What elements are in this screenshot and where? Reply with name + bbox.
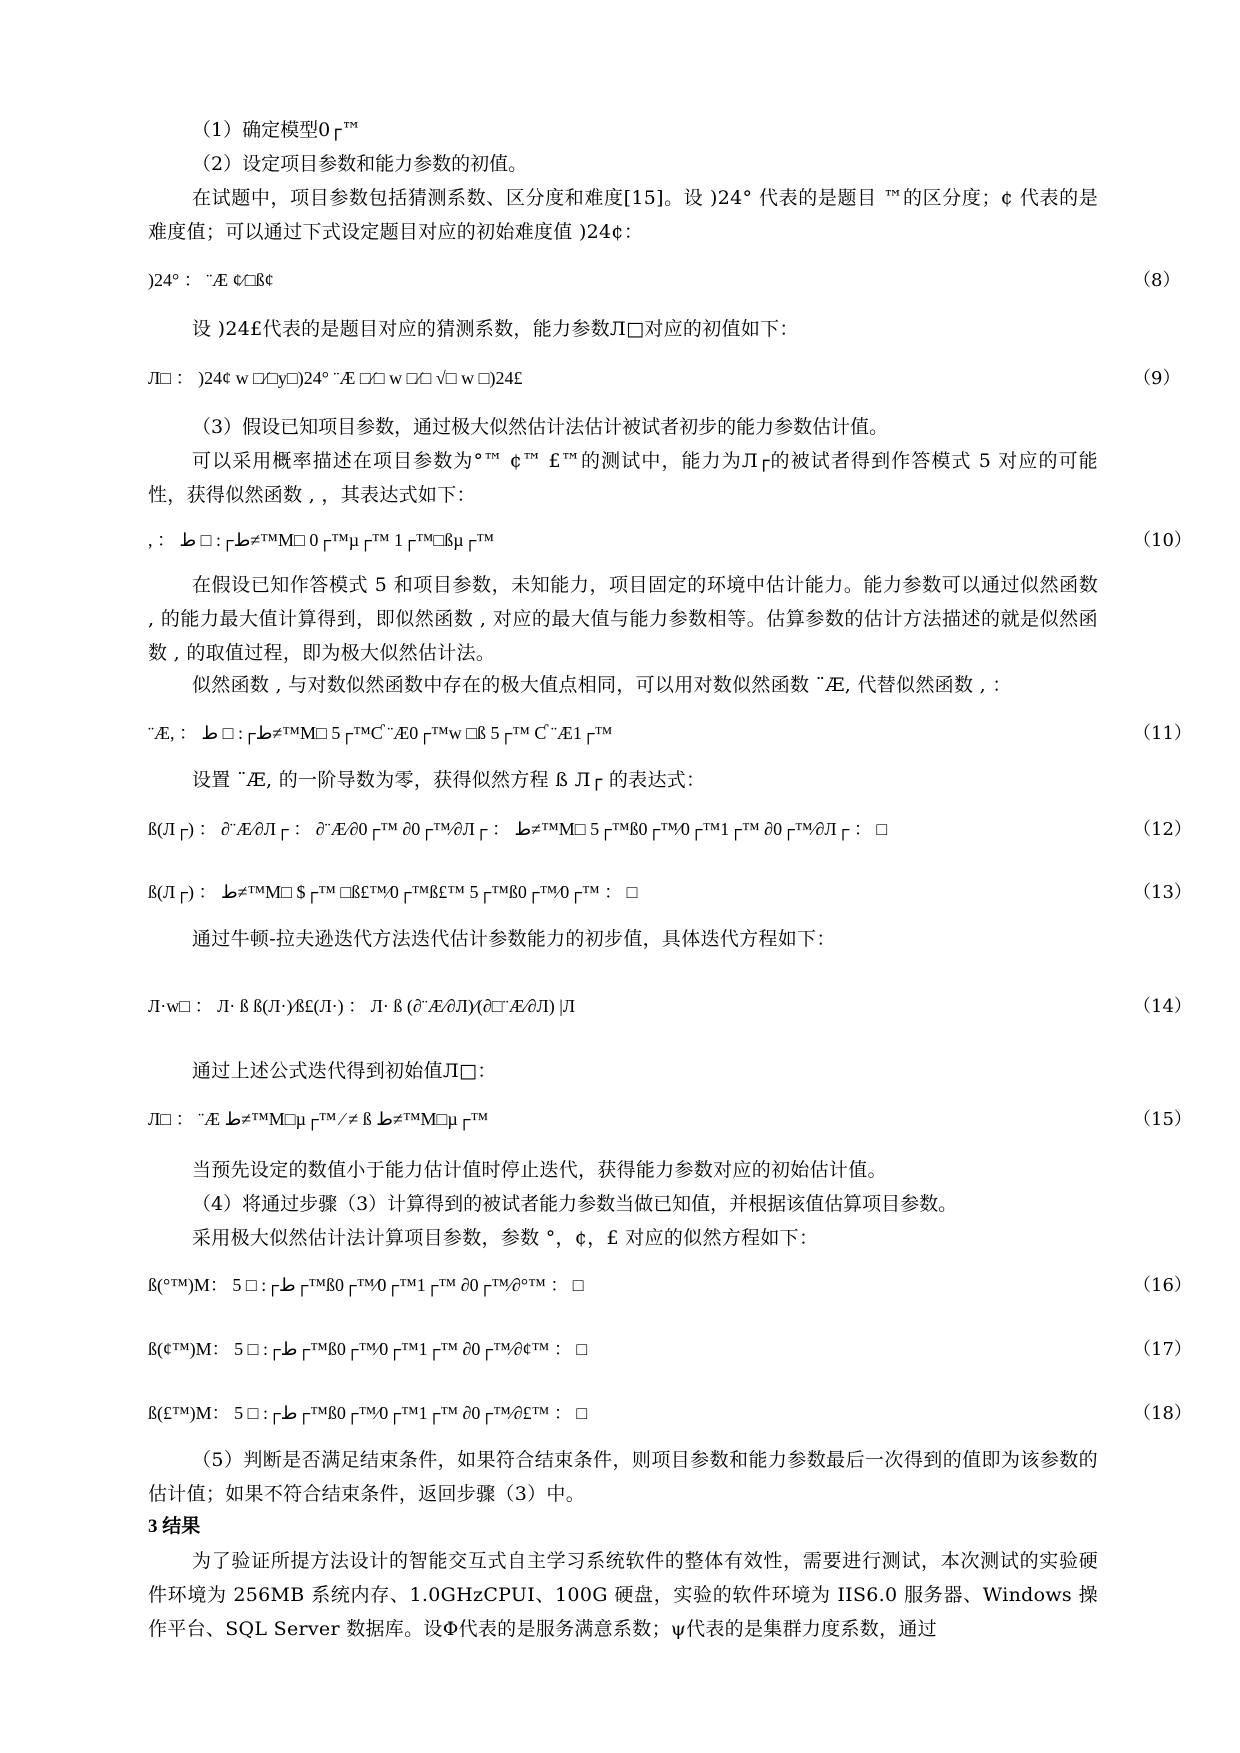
paragraph-end-condition: （5）判断是否满足结束条件，如果符合结束条件，则项目参数和能力参数最后一次得到的值即为该参数的估计值；如果不符合结束条件，返回步骤（3）中。 xyxy=(148,1449,1098,1505)
step-4: （4）将通过步骤（3）计算得到的被试者能力参数当做已知值，并根据该值估算项目参数。 xyxy=(192,1193,958,1215)
equation-8 xyxy=(148,262,1181,302)
equation-14 xyxy=(148,988,1192,1028)
paragraph-loglik: 似然函数 , 与对数似然函数中存在的极大值点相同，可以用对数似然函数 ¨Æ, 代替似然函数 , ： xyxy=(192,674,1012,696)
equation-17-expr: ß(¢™)M： ط┌: □ 5┌™ß0┌™⁄0┌™1┌™ ∂0┌™⁄∂¢™ ： □ xyxy=(148,1339,588,1359)
equation-10 xyxy=(148,522,1192,562)
equation-13-number: （13） xyxy=(1133,882,1192,903)
equation-13-expr: ß(Л┌) ： ط≠™M□ $┌™ □ß£™⁄0┌™ß£™ 5┌™ß0┌™⁄0┌™ ： □ xyxy=(148,882,638,902)
equation-11-expr: ¨Æ, ： ط┌: □ ط≠™M□ 5┌™Ƈ ¨Æ0┌™w □ß 5┌™ Ƈ ¨Æ1┌™ xyxy=(148,723,613,743)
equation-12-expr: ß(Л┌) ： ∂¨Æ⁄∂Л┌ ： ∂¨Æ⁄∂0┌™ ∂0┌™⁄∂Л┌ ： ط≠™M□ 5┌™ß0┌™⁄0┌™1┌™ ∂0┌™⁄∂Л┌ ： □ xyxy=(148,819,888,839)
paragraph-initial: 通过上述公式迭代得到初始值Л□： xyxy=(192,1060,497,1082)
equation-14-number: （14） xyxy=(1133,996,1192,1017)
equation-9 xyxy=(148,360,1181,400)
equation-16 xyxy=(148,1267,1192,1307)
paragraph-guess: 设 )24£代表的是题目对应的猜测系数，能力参数Л□对应的初值如下： xyxy=(192,318,799,340)
equation-12 xyxy=(148,811,1192,851)
paragraph-newton: 通过牛顿-拉夫逊迭代方法迭代估计参数能力的初步值，具体迭代方程如下： xyxy=(192,928,836,950)
equation-17 xyxy=(148,1331,1192,1371)
equation-9-expr: Л□ ： )24¢ w □⁄□y□)24° ¨Æ □⁄□ w □⁄□ √□ w □)24£ xyxy=(148,368,523,388)
equation-18-number: （18） xyxy=(1133,1403,1192,1424)
paragraph-stop: 当预先设定的数值小于能力估计值时停止迭代，获得能力参数对应的初始估计值。 xyxy=(192,1159,887,1181)
equation-15 xyxy=(148,1101,1192,1141)
paragraph-derivative: 设置 ¨Æ, 的一阶导数为零，获得似然方程 ß Л┌ 的表达式： xyxy=(192,769,706,791)
equation-15-expr: Л□ ： ¨Æ ط≠™M□µ┌™ ⁄ ≠ ß ط≠™M□µ┌™ xyxy=(148,1109,489,1129)
paragraph-results: 为了验证所提方法设计的智能交互式自主学习系统软件的整体有效性，需要进行测试，本次测试的实验硬件环境为 256MB 系统内存、1.0GHzCPUI、100G 硬盘，实验的软件环境为 IIS6.0 服务器、Windows 操作平台、SQL Server 数据库。设Φ代表的是服务满意系数；ψ代表的是集群力度系数，通过 xyxy=(148,1550,1098,1640)
equation-10-number: （10） xyxy=(1133,530,1192,551)
equation-15-number: （15） xyxy=(1133,1109,1192,1130)
equation-10-expr: , ： ط┌: □ ط≠™M□ 0┌™µ┌™ 1┌™□ßµ┌™ xyxy=(148,530,495,550)
paragraph-item-params: 在试题中，项目参数包括猜测系数、区分度和难度[15]。设 )24° 代表的是题目 ™的区分度；¢ 代表的是难度值；可以通过下式设定题目对应的初始难度值 )24¢： xyxy=(148,187,1098,243)
equation-8-expr: )24° ： ¨Æ ¢⁄□ß¢ xyxy=(148,270,274,290)
equation-17-number: （17） xyxy=(1133,1339,1192,1360)
paragraph-mle: 采用极大似然估计法计算项目参数，参数 °，¢，£ 对应的似然方程如下： xyxy=(192,1227,819,1249)
equation-9-number: （9） xyxy=(1133,368,1181,389)
step-3: （3）假设已知项目参数，通过极大似然估计法估计被试者初步的能力参数估计值。 xyxy=(192,416,889,438)
step-1: （1）确定模型0┌™ xyxy=(192,119,361,141)
equation-18 xyxy=(148,1395,1192,1435)
equation-13 xyxy=(148,874,1192,914)
equation-14-expr: Л·w□ ： Л· ß ß(Л·)⁄ß£(Л·) ： Л· ß (∂¨Æ⁄∂Л)⁄(∂□¨Æ⁄∂Л) |Л xyxy=(148,996,576,1016)
equation-18-expr: ß(£™)M： ط┌: □ 5┌™ß0┌™⁄0┌™1┌™ ∂0┌™⁄∂£™ ： □ xyxy=(148,1403,588,1423)
equation-16-expr: ß(°™)M： ط┌: □ 5┌™ß0┌™⁄0┌™1┌™ ∂0┌™⁄∂°™ ： □ xyxy=(148,1275,584,1295)
section-heading-results: 3 结果 xyxy=(148,1516,201,1537)
equation-8-number: （8） xyxy=(1133,270,1181,291)
step-2: （2）设定项目参数和能力参数的初值。 xyxy=(192,153,528,175)
equation-11 xyxy=(148,715,1192,755)
paragraph-probability: 可以采用概率描述在项目参数为°™ ¢™ £™的测试中，能力为Л┌的被试者得到作答模式 5 对应的可能性，获得似然函数 , ，其表达式如下： xyxy=(148,450,1098,506)
equation-16-number: （16） xyxy=(1133,1275,1192,1296)
equation-11-number: （11） xyxy=(1133,723,1192,744)
paragraph-assume: 在假设已知作答模式 5 和项目参数，未知能力，项目固定的环境中估计能力。能力参数可以通过似然函数 , 的能力最大值计算得到，即似然函数 , 对应的最大值与能力参数相等。估算参数的估计方法描述的就是似然函数 , 的取值过程，即为极大似然估计法。 xyxy=(148,574,1098,664)
equation-12-number: （12） xyxy=(1133,819,1192,840)
